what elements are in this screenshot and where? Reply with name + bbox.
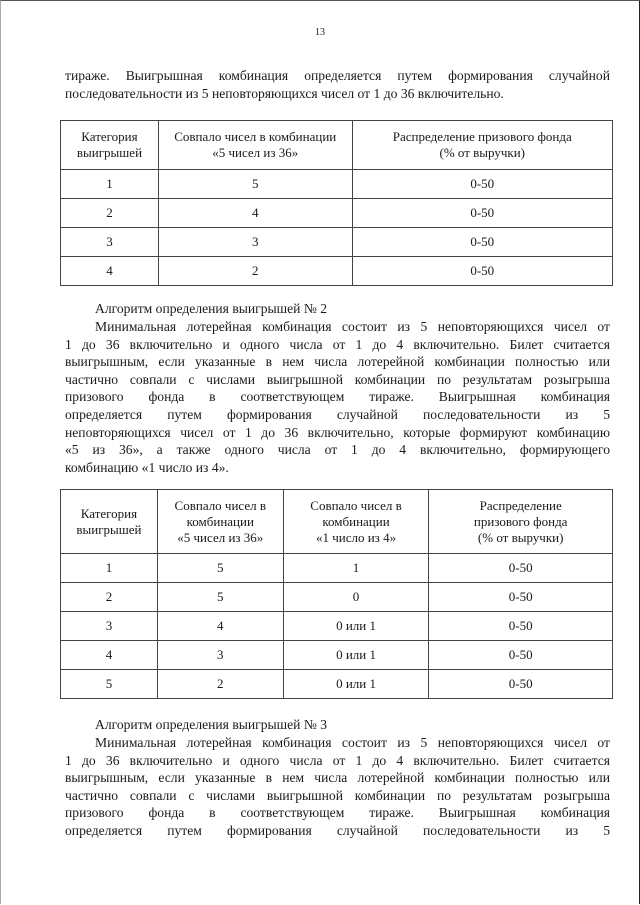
text-line: 1 до 36 включительно и одного числа от 1 до 4 включительно. Билет считается xyxy=(65,336,610,352)
prize-table-2 xyxy=(60,489,613,699)
algorithm-3-heading: Алгоритм определения выигрышей № 3 xyxy=(95,717,328,732)
table-row: 4 3 0 или 1 0-50 xyxy=(61,641,613,670)
table-header-row xyxy=(61,490,613,554)
header-prize-distribution: Распределение призового фонда (% от выручки) xyxy=(352,121,612,170)
table-row: 1 5 1 0-50 xyxy=(61,554,613,583)
prize-table-1 xyxy=(60,120,613,286)
table-header-row xyxy=(61,121,613,170)
header-matched-5of36: Совпало чисел в комбинации «5 чисел из 36» xyxy=(158,121,352,170)
header-prize-distribution: Распределение призового фонда (% от выручки) xyxy=(429,490,613,554)
text-line: «5 из 36», а также одного числа от 1 до 4 включительно, формирующего xyxy=(65,442,610,458)
intro-paragraph xyxy=(65,67,610,102)
text-line: выигрышным, если указанные в нем числа лотерейной комбинации полностью или xyxy=(65,354,610,370)
algorithm-2-paragraph xyxy=(65,318,610,476)
text-line: Минимальная лотерейная комбинация состоит из 5 неповторяющихся чисел от xyxy=(95,319,610,334)
algorithm-2-heading: Алгоритм определения выигрышей № 2 xyxy=(95,301,328,316)
header-matched-5of36: Совпало чисел в комбинации «5 чисел из 36» xyxy=(157,490,283,554)
text-line: определяется путем формирования случайной последовательности из 5 xyxy=(65,406,610,422)
text-line: 1 до 36 включительно и одного числа от 1 до 4 включительно. Билет считается xyxy=(65,752,610,768)
header-category: Категория выигрышей xyxy=(61,490,158,554)
text-line: частично совпали с числами выигрышной комбинации по результатам розыгрыша xyxy=(65,371,610,387)
table-row: 2 4 0-50 xyxy=(61,199,613,228)
text-line: определяется путем формирования случайной последовательности из 5 xyxy=(65,822,610,838)
text-line: последовательности из 5 неповторяющихся чисел от 1 до 36 включительно. xyxy=(65,85,504,101)
table-row: 1 5 0-50 xyxy=(61,170,613,199)
header-category: Категория выигрышей xyxy=(61,121,159,170)
text-line: тираже. Выигрышная комбинация определяется путем формирования случайной xyxy=(65,68,610,83)
text-line: неповторяющихся чисел от 1 до 36 включительно, которые формируют комбинацию xyxy=(65,424,610,440)
header-matched-1of4: Совпало чисел в комбинации «1 число из 4» xyxy=(283,490,429,554)
table-row: 2 5 0 0-50 xyxy=(61,583,613,612)
algorithm-3-paragraph xyxy=(65,734,610,840)
text-line: выигрышным, если указанные в нем числа лотерейной комбинации полностью или xyxy=(65,770,610,786)
text-line: призового фонда в соответствующем тираже. Выигрышная комбинация xyxy=(65,389,610,405)
table-row: 4 2 0-50 xyxy=(61,257,613,286)
table-row: 3 4 0 или 1 0-50 xyxy=(61,612,613,641)
text-line: комбинацию «1 число из 4». xyxy=(65,459,229,475)
text-line: Минимальная лотерейная комбинация состоит из 5 неповторяющихся чисел от xyxy=(95,735,610,750)
table-row: 3 3 0-50 xyxy=(61,228,613,257)
text-line: частично совпали с числами выигрышной комбинации по результатам розыгрыша xyxy=(65,787,610,803)
table-row: 5 2 0 или 1 0-50 xyxy=(61,670,613,699)
page-number: 13 xyxy=(315,27,325,38)
text-line: призового фонда в соответствующем тираже. Выигрышная комбинация xyxy=(65,805,610,821)
